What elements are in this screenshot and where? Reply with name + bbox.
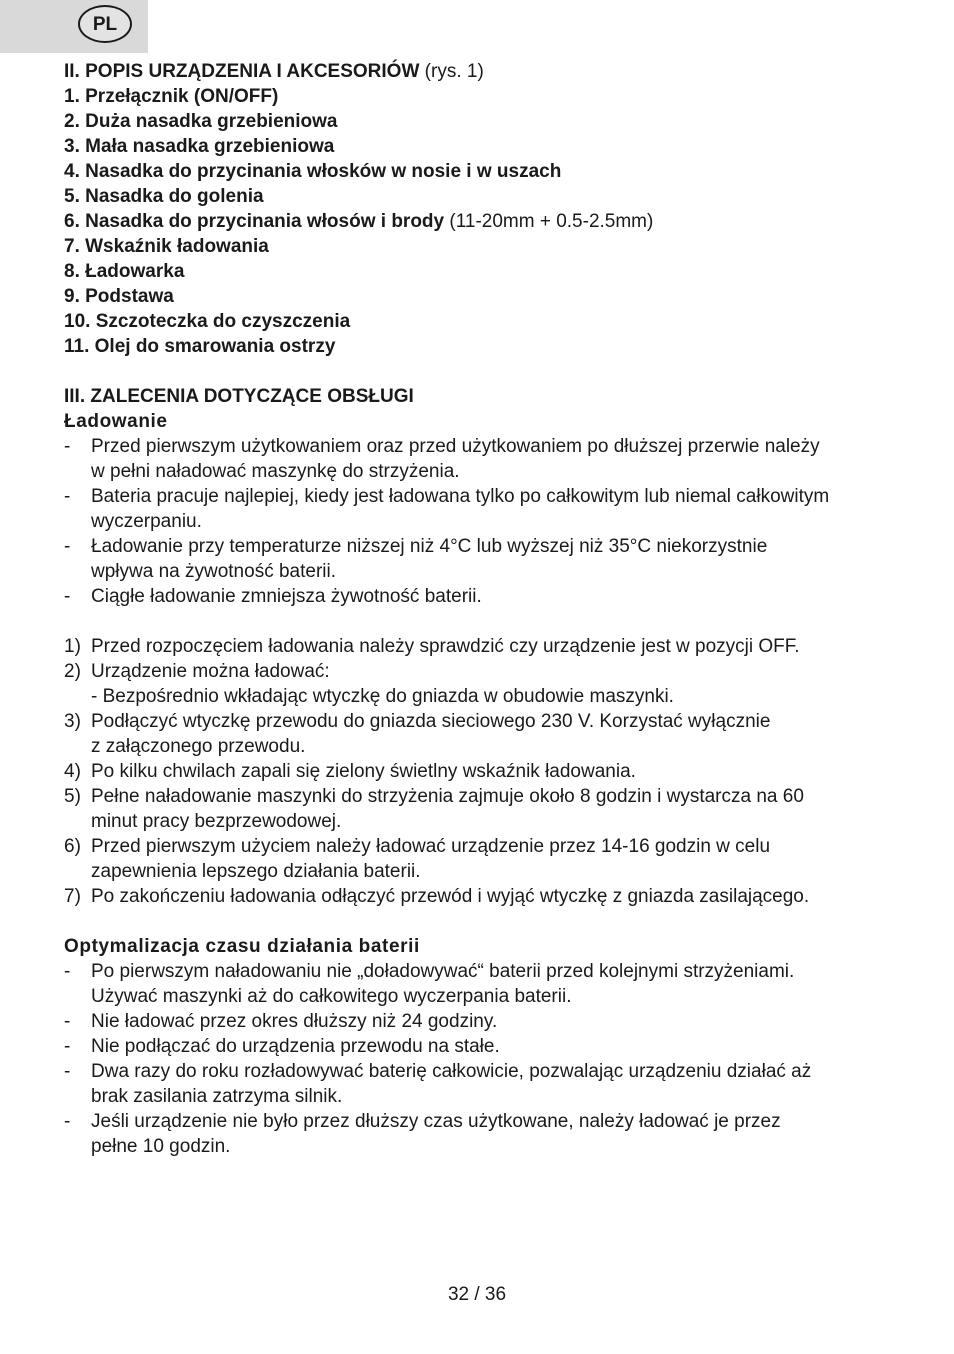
section-3-title: III. ZALECENIA DOTYCZĄCE OBSŁUGI [64,386,414,407]
list-item-text: Ciągłe ładowanie zmniejsza żywotność baterii. [91,586,482,607]
list-item-text: wyczerpaniu. [91,511,202,532]
step-text: Po zakończeniu ładowania odłączyć przewód i wyjąć wtyczkę z gniazda zasilającego. [91,886,810,907]
step-text: - Bezpośrednio wkładając wtyczkę do gniazda w obudowie maszynki. [91,686,674,707]
step-item [64,759,904,784]
list-item [64,959,904,1009]
part-item: 1. Przełącznik (ON/OFF) [64,86,279,107]
part-item-6 [64,209,904,234]
step-item [64,659,904,709]
section-2-title-bold: II. POPIS URZĄDZENIA I AKCESORIÓW [64,61,420,82]
part-item: 11. Olej do smarowania ostrzy [64,336,336,357]
step-item [64,634,904,659]
list-item-text: Używać maszynki aż do całkowitego wyczerpania baterii. [91,986,572,1007]
step-item [64,834,904,884]
list-item-text: Ładowanie przy temperaturze niższej niż 4°C lub wyższej niż 35°C niekorzystnie [91,536,768,557]
step-item [64,884,904,909]
step-item [64,709,904,759]
list-item-text: pełne 10 godzin. [91,1136,231,1157]
part-item: 2. Duża nasadka grzebieniowa [64,111,338,132]
page-number: 32 / 36 [447,1284,507,1305]
step-text: Przed rozpoczęciem ładowania należy sprawdzić czy urządzenie jest w pozycji OFF. [91,636,800,657]
bullet-dash: - [64,436,71,457]
step-item [64,784,904,834]
list-item [64,1109,904,1159]
section-2-title [64,59,904,84]
list-item-text: Nie podłączać do urządzenia przewodu na stałe. [91,1036,500,1057]
step-number: 7) [64,886,81,907]
bullet-dash: - [64,961,71,982]
step-number: 2) [64,661,81,682]
list-item-text: Bateria pracuje najlepiej, kiedy jest ładowana tylko po całkowitym lub niemal całkowitym [91,486,830,507]
list-item [64,434,904,484]
page-content [64,59,904,1159]
bullet-dash: - [64,536,71,557]
step-number: 1) [64,636,81,657]
step-number: 6) [64,836,81,857]
part-item: 7. Wskaźnik ładowania [64,236,269,257]
step-text: Urządzenie można ładować: [91,661,330,682]
part-item: 9. Podstawa [64,286,174,307]
list-item [64,484,904,534]
part-item: 3. Mała nasadka grzebieniowa [64,136,335,157]
list-item-text: w pełni naładować maszynkę do strzyżenia. [91,461,460,482]
bullet-dash: - [64,586,71,607]
list-item-text: wpływa na żywotność baterii. [91,561,336,582]
step-number: 5) [64,786,81,807]
list-item-text: Po pierwszym naładowaniu nie „doładowywać“ baterii przed kolejnymi strzyżeniami. [91,961,795,982]
list-item-text: Dwa razy do roku rozładowywać baterię całkowicie, pozwalając urządzeniu działać aż [91,1061,812,1082]
list-item-text: Jeśli urządzenie nie było przez dłuższy czas użytkowane, należy ładować je przez [91,1111,781,1132]
step-text: Podłączyć wtyczkę przewodu do gniazda sieciowego 230 V. Korzystać wyłącznie [91,711,771,732]
bullet-dash: - [64,1011,71,1032]
list-item [64,1059,904,1109]
step-text: zapewnienia lepszego działania baterii. [91,861,421,882]
section-2-title-rest: (rys. 1) [419,61,484,82]
part-item: 5. Nasadka do golenia [64,186,264,207]
language-badge: PL [78,5,132,43]
battery-subtitle: Optymalizacja czasu działania baterii [64,936,420,957]
step-text: Pełne naładowanie maszynki do strzyżenia zajmuje około 8 godzin i wystarcza na 60 [91,786,804,807]
step-number: 4) [64,761,81,782]
list-item [64,534,904,584]
bullet-dash: - [64,1111,71,1132]
list-item [64,584,904,609]
part-item: 4. Nasadka do przycinania włosków w nosie i w uszach [64,161,562,182]
bullet-dash: - [64,1061,71,1082]
list-item [64,1034,904,1059]
part-item-6-bold: 6. Nasadka do przycinania włosów i brody [64,211,445,232]
part-item: 8. Ładowarka [64,261,185,282]
part-item-6-rest: (11-20mm + 0.5-2.5mm) [444,211,654,232]
list-item-text: Przed pierwszym użytkowaniem oraz przed użytkowaniem po dłuższej przerwie należy [91,436,820,457]
language-tab [0,0,148,53]
bullet-dash: - [64,1036,71,1057]
charging-subtitle: Ładowanie [64,411,168,432]
step-text: z załączonego przewodu. [91,736,306,757]
part-item: 10. Szczoteczka do czyszczenia [64,311,351,332]
list-item [64,1009,904,1034]
bullet-dash: - [64,486,71,507]
list-item-text: brak zasilania zatrzyma silnik. [91,1086,343,1107]
list-item-text: Nie ładować przez okres dłuższy niż 24 godziny. [91,1011,498,1032]
step-text: minut pracy bezprzewodowej. [91,811,342,832]
step-number: 3) [64,711,81,732]
step-text: Przed pierwszym użyciem należy ładować urządzenie przez 14-16 godzin w celu [91,836,771,857]
step-text: Po kilku chwilach zapali się zielony świetlny wskaźnik ładowania. [91,761,636,782]
